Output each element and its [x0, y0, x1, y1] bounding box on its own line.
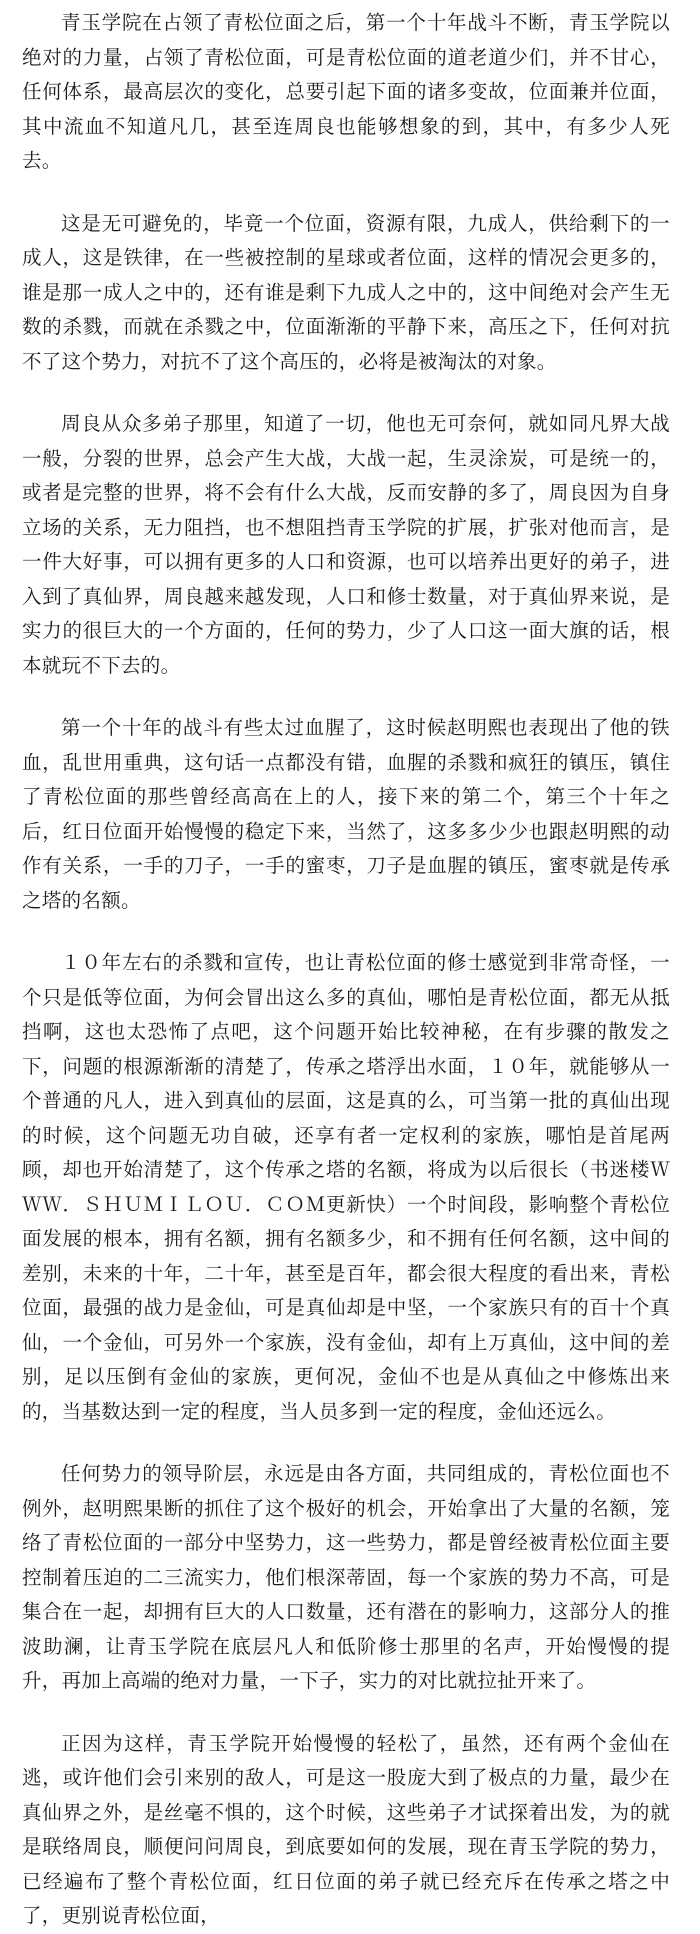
paragraph-gap	[22, 1699, 670, 1727]
paragraph-gap	[22, 683, 670, 711]
paragraph-6: 任何势力的领导阶层，永远是由各方面，共同组成的，青松位面也不例外，赵明熙果断的抓住了这个极好的机会，开始拿出了大量的名额，笼络了青松位面的一部分中坚势力，这一些势力，都是曾经被青松位面主要控制着压迫的二三流实力，他们根深蒂固，每一个家族的势力不高，可是集合在一起，却拥有巨大的人口数量，还有潜在的影响力，这部分人的推波助澜，让青玉学院在底层凡人和低阶修士那里的名声，开始慢慢的提升，再加上高端的绝对力量，一下子，实力的对比就拉扯开来了。	[22, 1462, 670, 1692]
paragraph-5: １０年左右的杀戮和宣传，也让青松位面的修士感觉到非常奇怪，一个只是低等位面，为何会冒出这么多的真仙，哪怕是青松位面，都无从抵挡啊，这也太恐怖了点吧，这个问题开始比较神秘，在有步骤的散发之下，问题的根源渐渐的清楚了，传承之塔浮出水面，１０年，就能够从一个普通的凡人，进入到真仙的层面，这是真的么，可当第一批的真仙出现的时候，这个问题无功自破，还享有者一定权利的家族，哪怕是首尾两顾，却也开始清楚了，这个传承之塔的名额，将成为以后很长（书迷楼ＷＷＷ．ＳＨＵＭＩＬＯＵ．ＣＯＭ更新快）一个时间段，影响整个青松位面发展的根本，拥有名额，拥有名额多少，和不拥有任何名额，这中间的差别，未来的十年，二十年，甚至是百年，都会很大程度的看出来，青松位面，最强的战力是金仙，可是真仙却是中坚，一个家族只有的百十个真仙，一个金仙，可另外一个家族，没有金仙，却有上万真仙，这中间的差别，足以压倒有金仙的家族，更何况，金仙不也是从真仙之中修炼出来的，当基数达到一定的程度，当人员多到一定的程度，金仙还远么。	[22, 951, 670, 1423]
paragraph-1: 青玉学院在占领了青松位面之后，第一个十年战斗不断，青玉学院以绝对的力量，占领了青松位面，可是青松位面的道老道少们，并不甘心，任何体系，最高层次的变化，总要引起下面的诸多变故，位面兼并位面，其中流血不知道凡几，甚至连周良也能够想象的到，其中，有多少人死去。	[22, 11, 670, 172]
paragraph-7: 正因为这样，青玉学院开始慢慢的轻松了，虽然，还有两个金仙在逃，或许他们会引来别的敌人，可是这一股庞大到了极点的力量，最少在真仙界之外，是丝毫不惧的，这个时候，这些弟子才试探着出发，为的就是联络周良，顺便问问周良，到底要如何的发展，现在青玉学院的势力，已经遍布了整个青松位面，红日位面的弟子就已经充斥在传承之塔之中了，更别说青松位面，	[22, 1731, 670, 1927]
paragraph-gap	[22, 179, 670, 207]
paragraph-gap	[22, 379, 670, 407]
paragraph-4: 第一个十年的战斗有些太过血腥了，这时候赵明熙也表现出了他的铁血，乱世用重典，这句话一点都没有错，血腥的杀戮和疯狂的镇压，镇住了青松位面的那些曾经高高在上的人，接下来的第二个，第三个十年之后，红日位面开始慢慢的稳定下来，当然了，这多多少少也跟赵明熙的动作有关系，一手的刀子，一手的蜜枣，刀子是血腥的镇压，蜜枣就是传承之塔的名额。	[22, 716, 670, 912]
paragraph-gap	[22, 1429, 670, 1457]
paragraph-2: 这是无可避免的，毕竟一个位面，资源有限，九成人，供给剩下的一成人，这是铁律，在一些被控制的星球或者位面，这样的情况会更多的，谁是那一成人之中的，还有谁是剩下九成人之中的，这中间绝对会产生无数的杀戮，而就在杀戮之中，位面渐渐的平静下来，高压之下，任何对抗不了这个势力，对抗不了这个高压的，必将是被淘汰的对象。	[22, 211, 670, 373]
paragraph-3: 周良从众多弟子那里，知道了一切，他也无可奈何，就如同凡界大战一般，分裂的世界，总会产生大战，大战一起，生灵涂炭，可是统一的，或者是完整的世界，将不会有什么大战，反而安静的多了，周良因为自身立场的关系，无力阻挡，也不想阻挡青玉学院的扩展，扩张对他而言，是一件大好事，可以拥有更多的人口和资源，也可以培养出更好的弟子，进入到了真仙界，周良越来越发现，人口和修士数量，对于真仙界来说，是实力的很巨大的一个方面的，任何的势力，少了人口这一面大旗的话，根本就玩不下去的。	[22, 412, 670, 677]
paragraph-gap	[22, 918, 670, 946]
